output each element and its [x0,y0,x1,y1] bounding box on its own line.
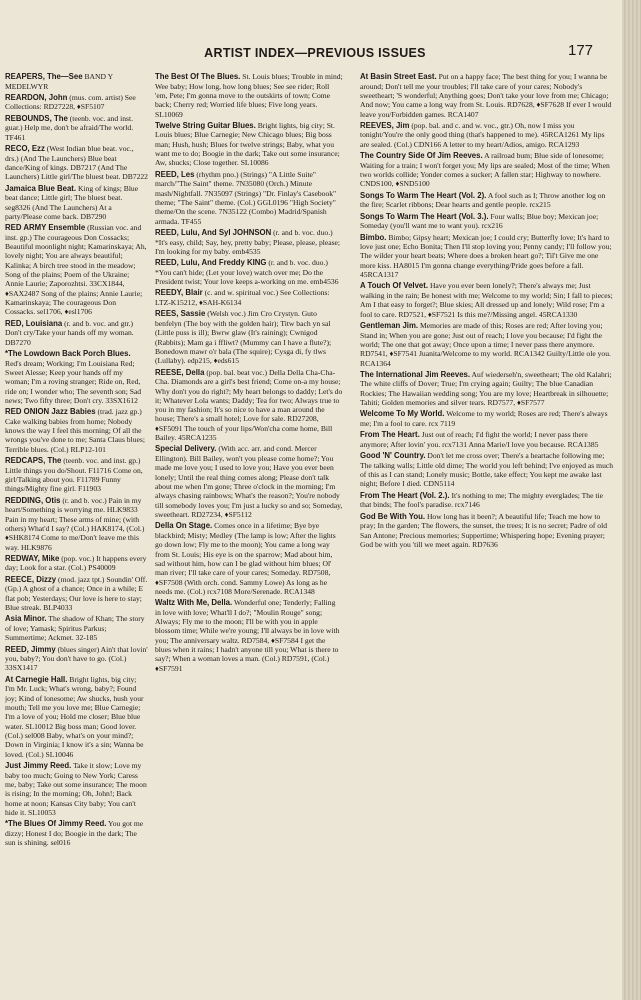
index-entry [360,512,614,550]
index-entry [5,407,148,454]
entry-text: (pop. bal. beat voc.) Della Della Cha-Cha-Cha. Diamonds are a girl's best friend; Come on-a my house; Why don't you do right?; My heart belongs to daddy; Let's do it; Whatever Lola wants; Daddy; Tea for two; Always true to you in my fashion; It's so nice to have a man around the house; There's a small hotel; Love for sale. RD27208, ♦SF5091 The touch of your lips/Won'cha come home, Bill Bailey. 45RCA1235 [155,367,343,443]
index-entry [5,456,148,494]
entry-text: (r. and b. voc. and gtr.) Don't cry/Take your hands off my woman. DB7270 [5,318,134,347]
entry-heading: Songs To Warm The Heart (Vol. 2). [360,190,487,200]
entry-text: King of kings; Blue beat dance; Little girl; The bluest beat. seg8326 (And The Launchers) At a party/Please come back. DB7290 [5,183,139,221]
index-entry [5,575,148,613]
index-entry [155,258,343,286]
index-entry [5,184,148,222]
index-entry [360,233,614,280]
entry-text: BAND Y MEDELWYR [5,72,113,91]
entry-text: Comes once in a lifetime; Bye bye blackbird; Misty; Medley (The lamp is low; After the lights go down low; Fly me to the moon); You came a long way from St. Louis; His eye is on the sparrow; Mad about him, sad without him, how can I be glad without him blues; Ol' man river; I'll take care of your cares; Someday. RD7508, ♦SF7508 (With orch. cond. Sammy Lowe) As long as he needs me. (Col.) rcx7108 More/Serenade. RCA1348 [155,521,336,596]
entry-text: A railroad bum; Blue side of lonesome; Waiting for a train; I won't forget you; My lips are sealed; Most of the time; When two worlds collide; Yonder comes a sucker; A fallen star; Highway to nowhere. CNDS100, ♦SND5100 [360,151,610,189]
index-entry [360,151,614,189]
index-entry [360,191,614,210]
entry-text: Wonderful one; Tenderly; Falling in love with love; What'll I do?; "Moulin Rouge" song; Always; Fly me to the moon; I'll be with you in apple blossom time; While we're young; I'll always be in love with you; The anniversary waltz. RD7584, ♦SF7584 I get the blues when it rains; I hadn't anyone till you; What is there to say?; When a woman loves a man. (Col.) RD7591, (Col.) ♦SF7591 [155,598,340,673]
entry-text: You got me dizzy; Honest I do; Boogie in the dark; The sun is shining. sel016 [5,819,144,848]
index-column-2 [155,72,343,997]
entry-heading: Songs To Warm The Heart (Vol. 3.). [360,211,489,221]
entry-text: Have you ever been lonely?; There's always me; Just walking in the rain; Be honest with me; Welcome to my world; Sin; I fall to pieces; Am I that easy to forget?; Blue skies; All dressed up and lonely; Wild rose; I'm a fool to care. RD7521, ♦SF7521 Is this me?/Missing angel. 45RCA1330 [360,281,613,319]
entry-heading: *The Blues Of Jimmy Reed. [5,819,107,829]
index-entry [5,554,148,573]
entry-text: (c. and w. spiritual voc.) See Collections: LTZ-K15212, ♦SAH-K6134 [155,288,330,308]
entry-text: Put on a happy face; The best thing for you; I wanna be around; Don't tell me your troubles; I'll take care of your cares; Nobody's sweetheart; 'S wonderful; Anything goes; Don't take your love from me; Chicago; And now; You came a long way from St. Louis. RD7628, ♦SF7628 If ever I would leave you/Forbidden games. RCA1407 [360,72,612,119]
entry-heading: Gentleman Jim. [360,320,419,330]
index-entry [5,645,148,673]
entry-heading: Della On Stage. [155,521,213,531]
entry-heading: Welcome To My World. [360,409,445,419]
index-entry [5,319,148,347]
entry-heading: A Touch Of Velvet. [360,281,429,291]
index-entry [5,349,148,405]
index-entry [155,598,343,673]
entry-heading: REEDY, Blair [155,288,203,298]
entry-heading: RED, Louisiana [5,318,63,328]
entry-text: (teenb. voc. and inst. guar.) Help me, don't be afraid/The world. TF461 [5,113,134,142]
entry-heading: REED, Lulu, And Syl JOHNSON [155,228,272,237]
entry-text: (Welsh voc.) Jim Cro Crystyn. Guto benfelyn (The boy with the golden hair); Titw bach yn sal (Little puss is ill); Bwrw glaw (It's raining); Cwnigod (Rabbits); Mam ga i ffliwt? (Mummy can I have a flute?); Bonedown mawr o'r bala (The squire); Cysga di, fy tlws (Lullaby). edp215, ♦eds615 [155,309,332,366]
entry-heading: Just Jimmy Reed. [5,760,72,770]
entry-text: (With acc. arr. and cond. Mercer Ellington). Bill Bailey, won't you please come home?; You made me love you; I used to love you; Have you ever been lonely; Until the real thing comes along; Please don't talk about me when I'm gone; Three o'clock in the morning; I'm always chasing rainbows; What's the reason?; You're nobody till somebody loves you; I'm just a lucky so and so; Someday, sweetheart. RD27234, ♦SF5112 [155,444,343,520]
index-entry [155,228,343,256]
entry-text: Memories are made of this; Roses are red; After loving you; Stand in; When you are gone; Just out of reach; I love you because; I'd fight the world; The one that got away; Once upon a time; I never pass there anymore. RD7541, ♦SF7541 Juanita/Welcome to my world. RCA1342 Guilty/Little ole you. RCA1364 [360,320,611,368]
entry-text: (pop. bal. and c. and w. voc., gtr.) Oh, now I miss you tonight/You're the only good thing (that's happened to me). 45RCA1261 My lips are sealed. (Col.) CDN166 A letter to my heart/Adios, amigo. RCA1293 [360,120,605,149]
entry-text: Bright lights, big city; I'm Mr. Luck; What's wrong, baby?; Found joy; Kind of lonesome; Aw shucks, hush your mouth; Tell me you love me; Blue Carnegie; I'm a love of you; Hold me closer; Blue blue water. SL10012 Big boss man; Good lover. (Col.) sel008 Baby, what's on your mind?; Down in Virginia; I know it's a sin; Wanna be loved. (Col.) SL10046 [5,674,144,759]
index-entry [360,121,614,149]
entry-heading: The Country Side Of Jim Reeves. [360,151,483,161]
index-entry [360,491,614,510]
index-entry [155,121,343,168]
entry-heading: Asia Minor. [5,614,47,624]
entry-heading: REBOUNDS, The [5,113,68,123]
entry-text: (r. and b. voc. duo.) *You can't hide; (Let your love) watch over me; Do the President twist; Your love keeps a-working on me. emb4536 [155,258,339,287]
index-entry [155,368,343,443]
entry-heading: REED, Jimmy [5,644,56,654]
index-entry [155,521,343,596]
entry-text: (pop. voc.) It happens every day; Look for a star. (Col.) PS40009 [5,553,147,573]
index-entry [155,170,343,226]
entry-heading: Good 'N' Country. [360,451,426,461]
entry-text: How long has it been?; A beautiful life; Teach me how to pray; In the garden; The flowers, the sunset, the trees; It is no secret; Padre of old San Antone; Precious memories; Suppertime; Whispering hope; Evening prayer; God be with you 'till we meet again. RD7636 [360,511,608,549]
entry-text: Red's dream; Working; I'm Louisiana Red; Sweet Alesse; Keep your hands off my woman; I'm a roving stranger; Ride on, Red, ride on; I wonder who; The seventh son; Sad news; Two fifty three; Don't cry. 33SX1612 [5,358,142,405]
entry-heading: REAPERS, The—See [5,72,83,81]
entry-heading: The International Jim Reeves. [360,369,471,379]
entry-heading: REED, Lulu, And Freddy KING [155,258,267,268]
entry-heading: Jamaica Blue Beat. [5,183,77,193]
entry-text: (mod. jazz tpt.) Soundin' Off. (Gp.) A ghost of a chance; Once in a while; E flat pob; Yesterdays; Our love is here to stay; Blue streak. BLP4033 [5,574,148,612]
entry-heading: RECO, Ezz [5,144,45,154]
index-entry [5,819,148,847]
page-title: ARTIST INDEX—PREVIOUS ISSUES [204,46,426,60]
entry-text: Bimbo; Gipsy heart; Mexican joe; I could cry; Butterfly love; It's hard to love just one; Echo Bonita; Then I'll stop loving you; Penny candy; I'll follow you; The wilder your heart beats; Where does a broken heart go?; Til't Give me one more kiss. HA8015 I'm gonna change everything/Pride goes before a fall. 45RCA1317 [360,232,612,280]
entry-heading: From The Heart. [360,430,420,440]
entry-heading: At Basin Street East. [360,72,437,81]
entry-text: Bright lights, big city; St. Louis blues; Blue Carnegie; New Chicago blues; Big boss man; Hush, hush; Blues for twelve strings; Baby, what you want me to do; Boogie in the dark; Take out some insurance; Aw, shucks; Close together. SL10086 [155,120,340,168]
entry-heading: Twelve String Guitar Blues. [155,120,256,130]
entry-heading: REESE, Della [155,367,205,377]
entry-text: Don't let me cross over; There's a heartache following me; The talking walls; Little old dime; The world you left behind; I've enjoyed as much of this as I can stand; Lonely music; Bottle, take effect; You kept me awake last night; Before I died. CDN5114 [360,451,614,489]
entry-text: (teenb. voc. and inst. gp.) Little things you do/Shout. F11716 Come on, girl/Talking about you. F11789 Funny things/Mighty fine girl. F11903 [5,456,143,494]
index-entry [360,212,614,231]
entry-heading: REED, Les [155,169,195,179]
index-entry [5,144,148,182]
index-entry [5,675,148,759]
index-entry [5,614,148,642]
entry-text: (trad. jazz gp.) Cake walking babies from home; Nobody knows the way I feel this morning; Of all the wrongs you've done to me; Santa Claus blues; Terrible blues. (Col.) RLP12-101 [5,407,145,454]
entry-text: The shadow of Khan; The story of love; Yamask; Spiritus Parkus; Summertime; Ackmet. 32-185 [5,614,145,643]
entry-heading: REDCAPS, The [5,456,62,466]
index-column-1 [5,72,148,997]
index-entry [360,370,614,408]
page-header [0,42,622,66]
index-entry [155,288,343,307]
entry-heading: Special Delivery. [155,444,217,454]
index-entry [155,444,343,519]
page-number: 177 [568,42,594,59]
entry-text: (West Indian blue beat. voc., drs.) (And The Launchers) Blue beat dance/King of kings. DB7217 (And The Launchers) Little girl/The bluest beat. DB7222 [5,144,148,182]
entry-text: Take it slow; Love my baby too much; Going to New York; Caress me, baby; Take out some insurance; The moon is rising; In the morning; Oh, John!; Back home at noon; Kansas City baby; You can't hide it. SL10053 [5,760,147,817]
entry-text: A fool such as I; Throw another log on the fire; Scarlet ribbons; Dear hearts and gentle people. rcx215 [360,190,606,210]
entry-text: (r. and b. voc. duo.) *It's easy, child; Say, hey, pretty baby; Please, please, please; I'm looking for my baby. emb4535 [155,228,341,256]
entry-text: It's nothing to me; The mighty everglades; The tie that binds; The fool's paradise. rcx7146 [360,490,603,510]
index-entry [5,496,148,552]
entry-heading: God Be With You. [360,511,426,521]
index-entry [155,309,343,365]
entry-text: (mus. com. artist) See Collections: RD27228, ♦SF5107 [5,92,136,112]
index-entry [5,761,148,817]
entry-heading: REES, Sassie [155,309,206,319]
index-entry [360,321,614,368]
entry-text: (rhythm pno.) (Strings) "A Little Suite" march/"The Saint" theme. 7N35080 (Orch.) Minute mash/Nightfall. 7N35097 (Strings) "Dr. Finlay's Casebook" theme; "The Saint" theme. (Col.) GGL0196 "High Society" theme/On the scene. 7N35122 (Combo) Madrid/Spanish armada. TF455 [155,169,337,226]
entry-text: Auf wiederseh'n, sweetheart; The old Kalahri; The white cliffs of Dover; True; I'm crying again; Guilty; The blue Canadian Rockies; The Hawaiian wedding song; You are my love; Heartbreak in silhouette; Tahiti; Golden memories and silver tears. RD7577, ♦SF7577 [360,369,612,408]
index-column-3 [360,72,614,997]
entry-heading: At Carnegie Hall. [5,674,68,684]
index-entry [5,223,148,317]
entry-heading: Bimbo. [360,232,387,242]
entry-heading: REDDING, Otis [5,495,61,505]
entry-heading: Waltz With Me, Della. [155,598,233,608]
entry-heading: RED ARMY Ensemble [5,223,86,233]
entry-text: (Russian voc. and inst. gp.) The courageous Don Cossacks; Beautiful moonlight night; Kamarinskaya; Ah, lovely night; You are always beautiful; Kalinka; A birch tree stood in the meadow; Song of the plains; Poem of the Ukraine; Annie Laurie; Zaporozhtsi. 33CX1844, ♦SAX2487 Song of the plains; Annie Laurie; Kamarinskaya; The courageous Don Cossacks. sel1706, ♦esl1706 [5,223,147,317]
entry-text: (blues singer) Ain't that lovin' you, baby?; You don't have to go. (Col.) 33SX1417 [5,644,148,673]
index-entry [360,409,614,428]
index-entry [360,281,614,319]
index-entry [5,72,148,91]
entry-heading: REARDON, John [5,92,68,102]
index-entry [5,114,148,142]
entry-heading: *The Lowdown Back Porch Blues. [5,348,131,358]
index-entry [360,72,614,119]
entry-heading: REECE, Dizzy [5,574,57,584]
entry-text: St. Louis blues; Trouble in mind; Wee baby; How long, how long blues; See see rider; Roll 'em, Pete; I'm gonna move to the outskirts of town; Come back; Cherry red; Worried life blues; Five long years. SL10069 [155,72,343,119]
index-entry [360,451,614,489]
index-entry [155,72,343,119]
entry-text: (r. and b. voc.) Pain in my heart/Something is worrying me. HLK9833 Pain in my heart; These arms of mine; (with others) What'd I say? (Col.) HAK8174, (Col.) ♦SHK8174 Come to me/Don't leave me this way. HLK9876 [5,495,145,552]
entry-heading: The Best Of The Blues. [155,72,241,81]
book-page-edge [622,0,641,1000]
entry-text: Four walls; Blue boy; Mexican joe; Someday (you'll want me to want you). rcx216 [360,211,599,231]
entry-heading: REEVES, Jim [360,120,410,130]
index-entry [360,430,614,449]
index-columns [5,72,617,997]
entry-text: Just out of reach; I'd fight the world; I never pass there anymore; After lovin' you. rcx7131 Anna Marie/I love you because. RCA1385 [360,430,599,449]
entry-heading: From The Heart (Vol. 2.). [360,490,450,500]
index-entry [5,93,148,112]
entry-heading: REDWAY, Mike [5,553,60,563]
entry-text: Welcome to my world; Roses are red; There's always me; I'm a fool to care. rcx 7119 [360,409,608,428]
entry-heading: RED ONION Jazz Babies [5,407,96,417]
